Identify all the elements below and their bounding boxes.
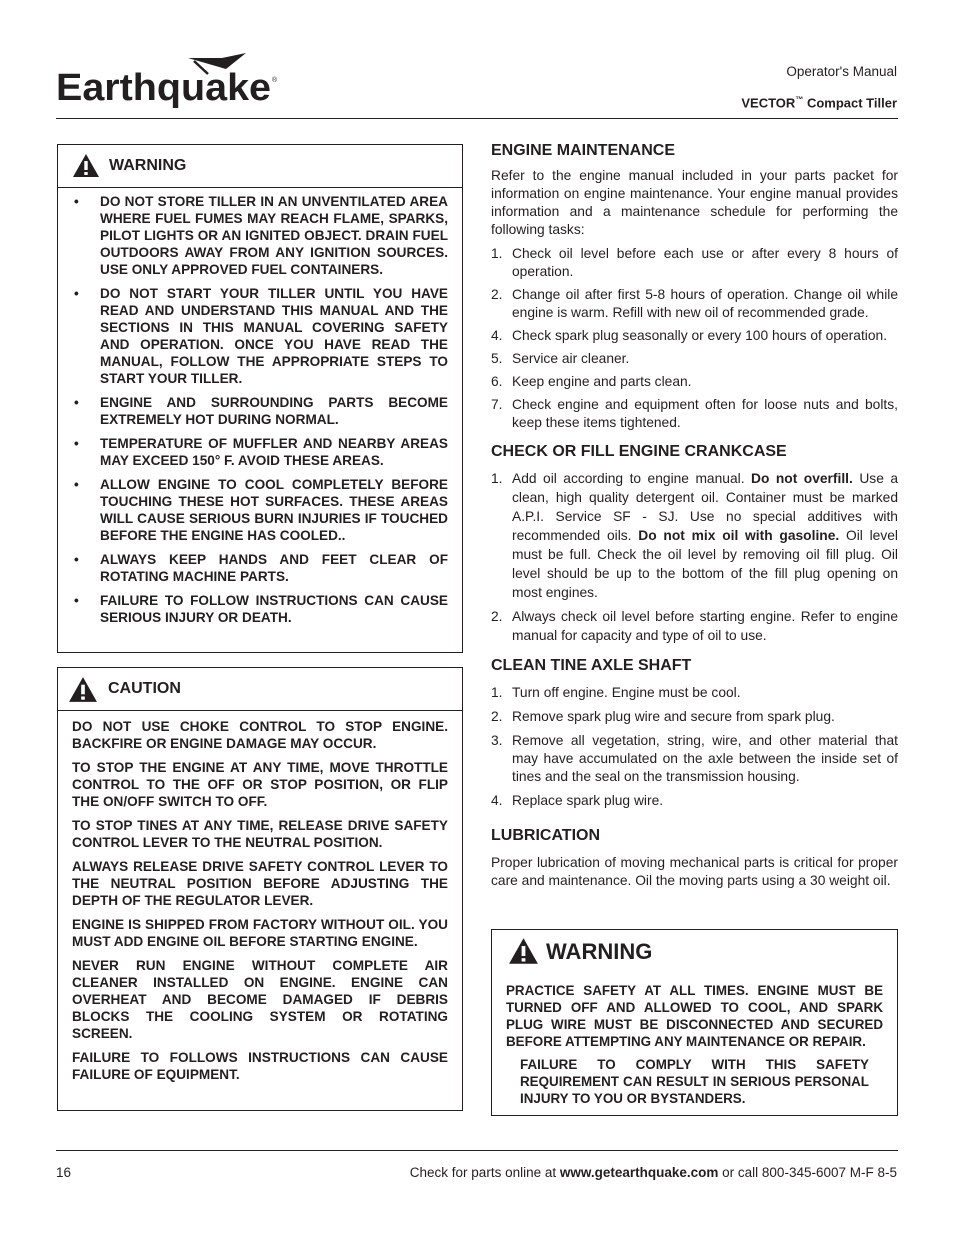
list-item: 2. Always check oil level before starting engine. Refer to engine manual for capacity and type of oil to use. [491,609,898,643]
header-divider [56,118,898,119]
warning-2-paragraph: PRACTICE SAFETY AT ALL TIMES. ENGINE MUST BE TURNED OFF AND ALLOWED TO COOL, AND SPARK PLUG WIRE MUST BE DISCONNECTED AND SECURED BEFORE ATTEMPTING ANY MAINTENANCE OR REPAIR. [506,983,883,1049]
crankcase-heading: CHECK OR FILL ENGINE CRANKCASE [491,443,787,460]
crankcase-list [491,469,898,650]
caution-title: CAUTION [108,680,181,697]
list-item: 2. Remove spark plug wire and secure from spark plug. [491,709,835,724]
list-item: 3. Remove all vegetation, string, wire, and other material that may have accumulated on the axle between the inside set of tines and the seal on the transmission housing. [491,733,898,784]
caution-triangle-icon [68,676,98,703]
warning-box-2 [491,929,898,1116]
warning-item: • DO NOT STORE TILLER IN AN UNVENTILATED AREA WHERE FUEL FUMES MAY REACH FLAME, SPARKS, PILOT LIGHTS OR AN IGNITED OBJECT. DRAIN FUEL OUTDOORS AWAY FROM ANY IGNITION SOURCES. USE ONLY APPROVED FUEL CONTAINERS. [72,193,448,278]
list-item: 1. Turn off engine. Engine must be cool. [491,685,741,700]
warning-triangle-icon [508,937,539,965]
warning-item: • ENGINE AND SURROUNDING PARTS BECOME EXTREMELY HOT DURING NORMAL. [72,394,448,428]
list-item: 7. Check engine and equipment often for loose nuts and bolts, keep these items tightened. [491,397,898,430]
engine-maintenance-intro: Refer to the engine manual included in your parts packet for information on engine maintenance. Your engine manual provides information and a maintenance schedule for performing the following tasks: [491,168,898,237]
warning-item: • ALWAYS KEEP HANDS AND FEET CLEAR OF ROTATING MACHINE PARTS. [72,551,448,585]
list-item: 1. Check oil level before each use or after every 8 hours of operation. [491,246,898,279]
tine-axle-list [491,684,898,816]
caution-paragraph: DO NOT USE CHOKE CONTROL TO STOP ENGINE. BACKFIRE OR ENGINE DAMAGE MAY OCCUR. [72,719,448,751]
list-item: 4. Replace spark plug wire. [491,793,664,808]
lubrication-text: Proper lubrication of moving mechanical parts is critical for proper care and maintenance. Oil the moving parts using a 30 weight oil. [491,855,898,888]
engine-maintenance-heading: ENGINE MAINTENANCE [491,142,676,159]
engine-maintenance-list [491,245,898,437]
caution-paragraph: TO STOP THE ENGINE AT ANY TIME, MOVE THROTTLE CONTROL TO THE OFF OR STOP POSITION, OR FLIP THE ON/OFF SWITCH TO OFF. [72,760,448,809]
warning-2-paragraph: FAILURE TO COMPLY WITH THIS SAFETY REQUIREMENT CAN RESULT IN SERIOUS PERSONAL INJURY TO YOU OR BYSTANDERS. [520,1057,869,1106]
list-item: 1. Add oil according to engine manual. Do not overfill. Use a clean, high quality detergent oil. Container must be marked A.P.I. Service SF - SJ. Use no special additives with recommended oils. Do not mix oil with gasoline. Oil level must be full. Check the oil level by removing oil fill plug. Oil level should be up to the bottom of the fill plug opening on most engines. [491,471,898,600]
footer-text: Check for parts online at www.getearthquake.com or call 800-345-6007 M-F 8-5 [409,1165,897,1180]
warning-item: • DO NOT START YOUR TILLER UNTIL YOU HAVE READ AND UNDERSTAND THIS MANUAL AND THE SECTIONS IN THIS MANUAL COVERING SAFETY AND OPERATION. ONCE YOU HAVE READ THE MANUAL, FOLLOW THE APPROPRIATE STEPS TO START YOUR TILLER. [72,285,448,387]
warning-box-header [58,145,462,188]
manual-label: Operator's Manual [786,64,897,79]
caution-paragraph: FAILURE TO FOLLOWS INSTRUCTIONS CAN CAUSE FAILURE OF EQUIPMENT. [72,1050,448,1082]
svg-text:®: ® [272,77,278,84]
caution-paragraph: NEVER RUN ENGINE WITHOUT COMPLETE AIR CLEANER INSTALLED ON ENGINE. ENGINE CAN OVERHEAT AND BECOME DAMAGED IF DEBRIS BLOCKS THE COOLING SYSTEM OR ROTATING SCREEN. [72,958,448,1041]
caution-box [57,667,463,1111]
warning-title: WARNING [109,157,187,174]
logo-wordmark: Earthquake [56,67,271,109]
warning-2-title: WARNING [546,939,653,964]
page-number: 16 [56,1165,72,1180]
caution-paragraph: ALWAYS RELEASE DRIVE SAFETY CONTROL LEVER TO THE NEUTRAL POSITION BEFORE ADJUSTING THE DEPTH OF THE REGULATOR LEVER. [72,859,448,908]
warning-item: • FAILURE TO FOLLOW INSTRUCTIONS CAN CAUSE SERIOUS INJURY OR DEATH. [72,592,448,626]
caution-paragraph: TO STOP TINES AT ANY TIME, RELEASE DRIVE SAFETY CONTROL LEVER TO THE NEUTRAL POSITION. [72,818,448,850]
footer-divider [56,1150,898,1151]
warning-list [72,193,448,633]
warning-item: • TEMPERATURE OF MUFFLER AND NEARBY AREAS MAY EXCEED 150° F. AVOID THESE AREAS. [72,435,448,469]
caution-box-header [58,668,463,711]
tine-axle-heading: CLEAN TINE AXLE SHAFT [491,657,692,674]
warning-triangle-icon [72,153,100,178]
footer-url-link[interactable]: www.getearthquake.com [559,1165,719,1180]
warning-box [57,144,463,653]
list-item: 4. Check spark plug seasonally or every 100 hours of operation. [491,328,888,343]
lubrication-heading: LUBRICATION [491,827,601,844]
product-title: VECTOR™ Compact Tiller [741,95,897,111]
warning-item: • ALLOW ENGINE TO COOL COMPLETELY BEFORE TOUCHING THESE HOT SURFACES. THESE AREAS WILL CAUSE SERIOUS BURN INJURIES IF TOUCHED BEFORE THE ENGINE HAS COOLED.. [72,476,448,544]
list-item: 6. Keep engine and parts clean. [491,374,692,389]
list-item: 2. Change oil after first 5-8 hours of operation. Change oil while engine is warm. Refill with new oil of recommended grade. [491,287,898,320]
caution-body [72,718,448,1090]
list-item: 5. Service air cleaner. [491,351,630,366]
earthquake-logo [56,52,281,116]
caution-paragraph: ENGINE IS SHIPPED FROM FACTORY WITHOUT OIL. YOU MUST ADD ENGINE OIL BEFORE STARTING ENGINE. [72,917,448,949]
